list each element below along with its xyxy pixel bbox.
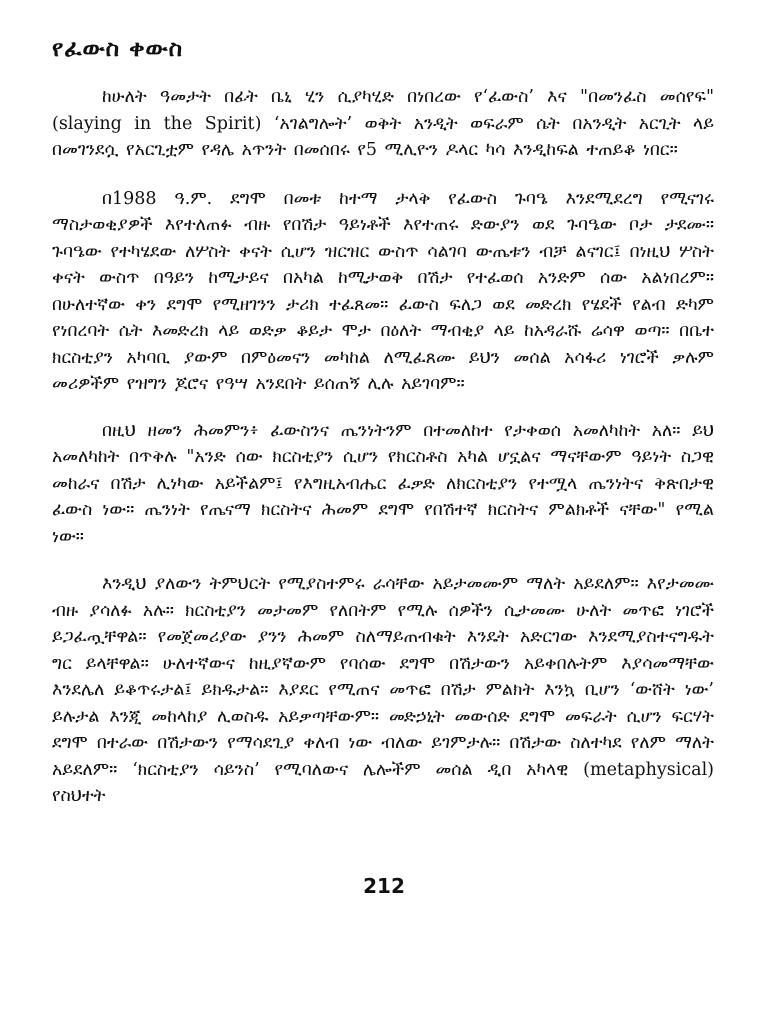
paragraph-2: በ1988 ዓ.ም. ደግሞ በመቱ ከተማ ታላቅ የፈውስ ጉባዔ እንደሚደረግ የሚናገሩ ማስታወቂያዎች እየተለጠፉ ብዙ የበሽታ ዓይነቶች እየተጠሩ ድውያን ወደ ጉባዔው ቦታ ታደሙ። ጉባዔው የተካሄደው ለሦስት ቀናት ሲሆን ዝርዝር ውስጥ ሳልገባ ውጤቱን ብቻ ልናገር፤ በነዚህ ሦስት ቀናት ውስጥ በዓይን ከሚታይና በአካል ከሚታወቅ በሽታ የተፈወሰ አንድም ሰው አልነበረም። በሁለተኛው ቀን ደግሞ የሚዘገንን ታሪክ ተፈጸመ። ፈውስ ፍለጋ ወደ መድረክ የሄደች የልብ ድካም የነበረባት ሴት እመድረክ ላይ ወድቃ ቆይታ ሞታ በዕለት ማብቂያ ላይ ከአዳራሹ ሬሳዋ ወጣ። በቤተ ክርስቲያን አካባቢ ያውም በምዕመናን መካከል ለሚፈጸሙ ይህን መሰል አሳፋሪ ነገሮች ቃሉም መሪዎችም የዝግን ጆሮና የዓሣ አንደበት ይሰጠኝ ሊሉ አይገባም። bbox=[52, 188, 714, 394]
paragraph-1: ከሁለት ዓመታት በፊት ቤኒ ሂን ሲያካሂድ በነበረው የ‘ፈውስ’ እና "በመንፈስ መሰየፍ" (slaying in the Spirit) ‘አገልግሎት’ ወቅት አንዲት ወፍራም ሴት በአንዲት አርጊት ላይ በመገንደሷ የአርጊቷም የዳሌ አጥንት በመሰበሩ የ5 ሚሊዮን ዶላር ካሳ እንዲከፍል ተጠይቆ ነበር። bbox=[52, 87, 714, 160]
body-text bbox=[52, 84, 714, 829]
page-number: 212 bbox=[363, 874, 405, 898]
chapter-heading: የፈውስ ቀውስ bbox=[52, 36, 184, 62]
paragraph-4: እንዲህ ያለውን ትምህርት የሚያስተምሩ ራሳቸው አይታመሙም ማለት አይደለም። እየታመሙ ብዙ ያሳለፉ አሉ። ክርስቲያን መታመም የለበትም የሚሉ ሰዎችን ሲታመሙ ሁለት መጥፎ ነገሮች ይጋፈጧቸዋል። የመጀመሪያው ያንን ሕመም ስለማይጠብቁት እንዴት አድርገው እንደሚያስተናግዱት ግር ይላቸዋል። ሁለተኛውና ከዚያኛውም የባሰው ደግሞ በሽታውን አይቀበሉትም እያሳመማቸው እንደሌለ ይቆጥሩታል፤ ይክዱታል። እያደር የሚጠና መጥፎ በሽታ ምልክት እንኳ ቢሆን ‘ውሸት ነው’ ይሉታል እንጂ መከላከያ ሊወስዱ አይቃጣቸውም። መድኃኒት መውሰድ ደግሞ መፍራት ሲሆን ፍርሃት ደግሞ በተራው በሽታውን የማሳደጊያ ቀለብ ነው ብለው ይገምታሉ። በሽታው ስለተካደ የለም ማለት አይደለም። ‘ክርስቲያን ሳይንስ’ የሚባለውና ሌሎችም መሰል ዲበ አካላዊ (metaphysical) የስህተት bbox=[52, 574, 714, 806]
paragraph-3: በዚህ ዘመን ሕመምን፥ ፈውስንና ጤንነትንም በተመለከተ የታቀወሰ አመለካከት አለ። ይህ አመለካከት በጥቅሉ "አንድ ሰው ክርስቲያን ሲሆን የክርስቶስ አካል ሆኗልና ማናቸውም ዓይነት ስጋዊ መከራና በሽታ ሊነካው አይችልም፤ የእግዚአብሔር ፈቃድ ለክርስቲያን የተሟላ ጤንነትና ቅጽበታዊ ፈውስ ነው። ጤንነት የጤናማ ክርስትና ሕመም ደግሞ የበሽተኛ ክርስትና ምልክቶች ናቸው" የሚል ነው። bbox=[52, 420, 714, 547]
